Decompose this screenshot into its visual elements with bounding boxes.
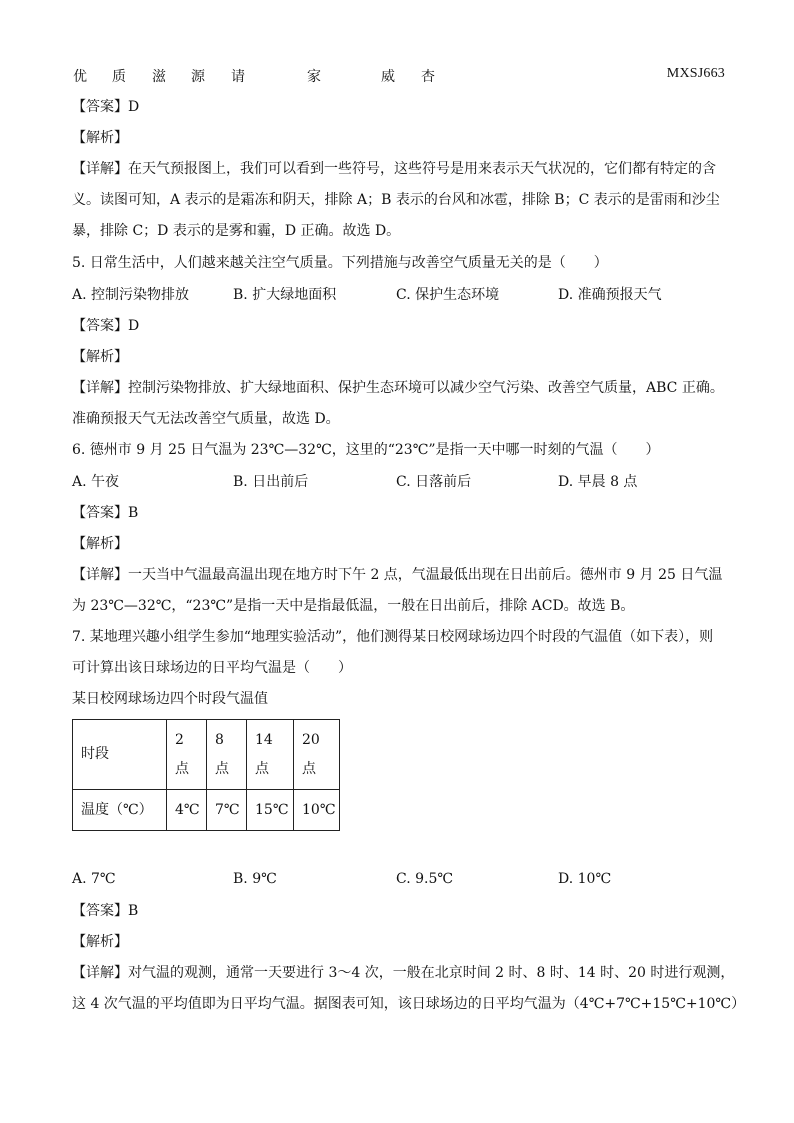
option-d: D. 10℃ [558, 871, 612, 887]
header-char: 源 [191, 69, 205, 85]
table-header-cell: 温度（℃） [73, 790, 167, 831]
table-period-cell [207, 720, 247, 790]
table-temp-cell: 7℃ [207, 790, 247, 831]
analysis-heading: 【解析】 [72, 536, 128, 552]
option-d: D. 早晨 8 点 [558, 474, 638, 490]
detail-line: 【详解】控制污染物排放、扩大绿地面积、保护生态环境可以减少空气污染、改善空气质量，ABC 正确。 [72, 380, 724, 396]
document-code: MXSJ663 [666, 66, 725, 81]
period-unit: 点 [175, 760, 189, 777]
table-title: 某日校网球场边四个时段气温值 [72, 691, 268, 707]
header-char: 杏 [421, 69, 435, 85]
table-row [73, 790, 340, 831]
detail-line: 为 23℃—32℃，“23℃”是指一天中是指最低温，一般在日出前后，排除 ACD。故选 B。 [72, 598, 635, 614]
answer-line: 【答案】D [72, 99, 140, 115]
header-char: 家 [307, 69, 321, 85]
period-number: 2 [175, 731, 184, 748]
period-number: 20 [302, 731, 320, 748]
detail-line: 这 4 次气温的平均值即为日平均气温。据图表可知，该日球场边的日平均气温为（4℃+7℃+15℃+10℃） [72, 996, 746, 1012]
period-unit: 点 [302, 760, 316, 777]
option-c: C. 保护生态环境 [396, 287, 500, 303]
question-stem: 6. 德州市 9 月 25 日气温为 23℃—32℃，这里的“23℃”是指一天中哪一时刻的气温（ ） [72, 442, 660, 458]
option-c: C. 9.5℃ [396, 871, 454, 887]
table-header-cell: 时段 [73, 720, 167, 790]
answer-line: 【答案】D [72, 318, 140, 334]
table-temp-cell: 15℃ [247, 790, 294, 831]
option-a: A. 午夜 [72, 474, 120, 490]
table-period-cell [294, 720, 340, 790]
header-char: 请 [231, 69, 245, 85]
detail-line: 暴，排除 C；D 表示的是雾和霾，D 正确。故选 D。 [72, 223, 401, 239]
detail-line: 义。读图可知，A 表示的是霜冻和阴天，排除 A；B 表示的台风和冰雹，排除 B；C 表示的是雷雨和沙尘 [72, 192, 720, 208]
period-number: 14 [255, 731, 273, 748]
period-number: 8 [215, 731, 224, 748]
question-stem: 5. 日常生活中，人们越来越关注空气质量。下列措施与改善空气质量无关的是（ ） [72, 255, 608, 271]
detail-line: 准确预报天气无法改善空气质量，故选 D。 [72, 411, 340, 427]
answer-line: 【答案】B [72, 903, 139, 919]
option-d: D. 准确预报天气 [558, 287, 662, 303]
table-period-cell [247, 720, 294, 790]
answer-line: 【答案】B [72, 505, 139, 521]
analysis-heading: 【解析】 [72, 349, 128, 365]
table-row [73, 720, 340, 790]
header-char: 滋 [152, 69, 166, 85]
option-b: B. 9℃ [233, 871, 277, 887]
detail-line: 【详解】对气温的观测，通常一天要进行 3～4 次，一般在北京时间 2 时、8 时、14 时、20 时进行观测， [72, 965, 735, 981]
table-temp-cell: 4℃ [167, 790, 207, 831]
option-a: A. 7℃ [72, 871, 116, 887]
period-unit: 点 [215, 760, 229, 777]
question-stem: 7. 某地理兴趣小组学生参加“地理实验活动”，他们测得某日校网球场边四个时段的气温值（如下表），则 [72, 629, 714, 645]
temperature-table [72, 719, 340, 831]
option-b: B. 扩大绿地面积 [233, 287, 337, 303]
period-unit: 点 [255, 760, 269, 777]
detail-line: 【详解】一天当中气温最高温出现在地方时下午 2 点，气温最低出现在日出前后。德州市 9 月 25 日气温 [72, 567, 723, 583]
analysis-heading: 【解析】 [72, 934, 128, 950]
table-period-cell [167, 720, 207, 790]
question-stem-cont: 可计算出该日球场边的日平均气温是（ ） [72, 660, 352, 676]
header-char: 质 [112, 69, 126, 85]
option-b: B. 日出前后 [233, 474, 309, 490]
analysis-heading: 【解析】 [72, 130, 128, 146]
page-header [73, 66, 725, 86]
option-a: A. 控制污染物排放 [72, 287, 190, 303]
header-char: 优 [73, 69, 87, 85]
option-c: C. 日落前后 [396, 474, 472, 490]
detail-line: 【详解】在天气预报图上，我们可以看到一些符号，这些符号是用来表示天气状况的，它们都有特定的含 [72, 161, 716, 177]
table-temp-cell: 10℃ [294, 790, 340, 831]
header-char: 威 [381, 69, 395, 85]
